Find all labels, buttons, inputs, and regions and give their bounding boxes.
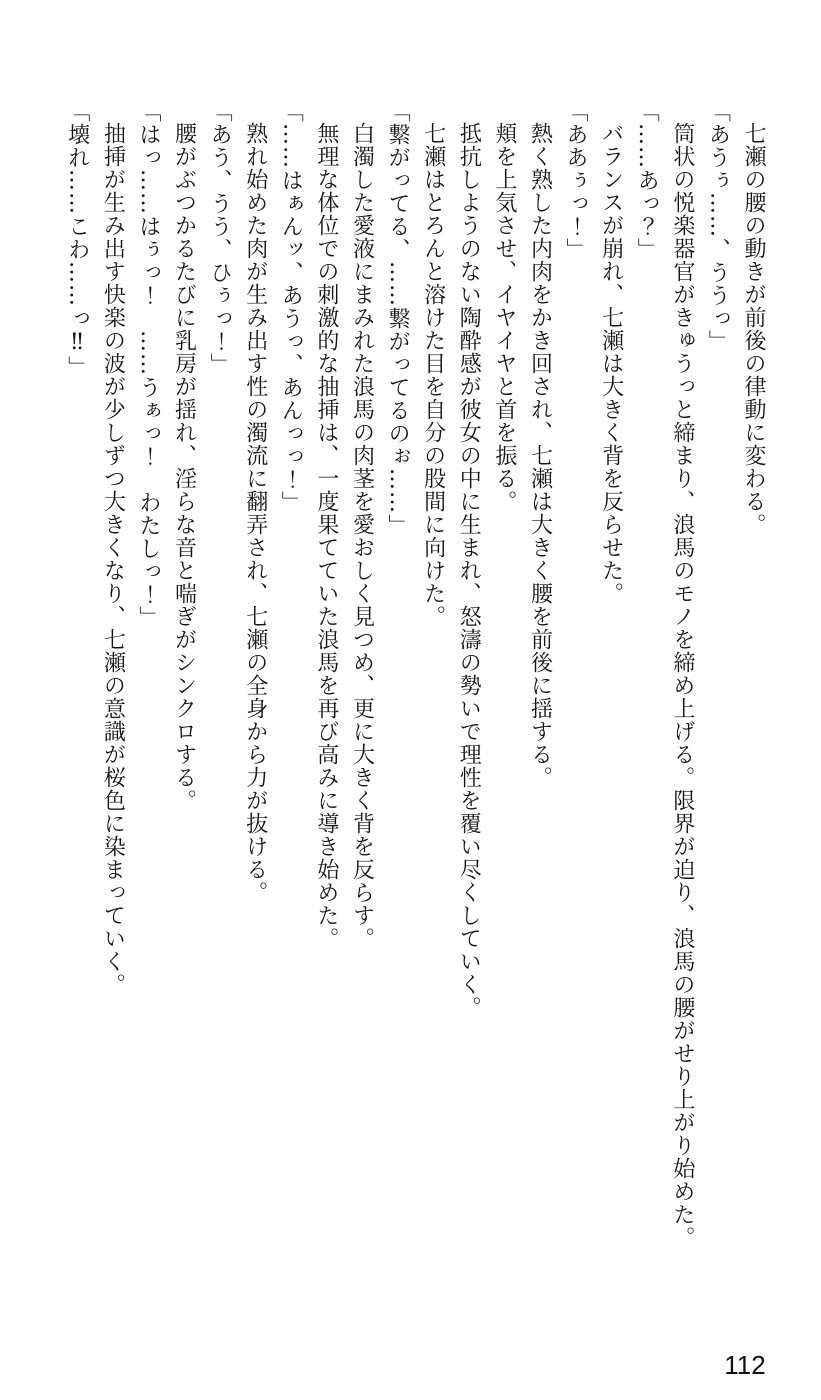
dialogue-paragraph: 「壊れ……こわ……っ‼」 bbox=[64, 100, 90, 379]
page-number: 112 bbox=[724, 1350, 766, 1380]
narration-paragraph: 抵抗しようのない陶酔感が彼女の中に生まれ、怒濤の勢いで理性を覆い尽くしていく。 bbox=[456, 122, 482, 1019]
dialogue-paragraph: 「繋がってる、……繋がってるのぉ……」 bbox=[385, 100, 411, 537]
narration-paragraph: 熱く熟した内肉をかき回され、七瀬は大きく腰を前後に揺する。 bbox=[527, 122, 553, 789]
narration-paragraph: 熟れ始めた肉が生み出す性の濁流に翻弄され、七瀬の全身から力が抜ける。 bbox=[242, 122, 268, 904]
narration-paragraph: 七瀬はとろんと溶けた目を自分の股間に向けた。 bbox=[420, 122, 446, 628]
dialogue-paragraph: 「ああぅっ！」 bbox=[563, 100, 589, 261]
dialogue-paragraph: 「……はぁんッ、あうっ、あんっっ！」 bbox=[278, 100, 304, 514]
narration-paragraph: 白濁した愛液にまみれた浪馬の肉茎を愛おしく見つめ、更に大きく背を反らす。 bbox=[349, 122, 375, 950]
narration-paragraph: 筒状の悦楽器官がきゅうっと締まり、浪馬のモノを締め上げる。限界が迫り、浪馬の腰がせり上がり始めた。 bbox=[669, 122, 695, 1249]
dialogue-paragraph: 「はっ……はぅっ！ ……うぁっ！ わたしっ！」 bbox=[135, 100, 161, 629]
vertical-text-area bbox=[59, 100, 771, 1250]
narration-paragraph: 腰がぶつかるたびに乳房が揺れ、淫らな音と喘ぎがシンクロする。 bbox=[171, 122, 197, 812]
dialogue-paragraph: 「あう、うう、ひぅっ！」 bbox=[207, 100, 233, 376]
narration-paragraph: 抽挿が生み出す快楽の波が少しずつ大きくなり、七瀬の意識が桜色に染まっていく。 bbox=[100, 122, 126, 996]
narration-paragraph: 七瀬の腰の動きが前後の律動に変わる。 bbox=[741, 122, 766, 536]
narration-paragraph: 無理な体位での刺激的な抽挿は、一度果てていた浪馬を再び高みに導き始めた。 bbox=[313, 122, 339, 950]
dialogue-paragraph: 「……あっ？」 bbox=[634, 100, 660, 261]
narration-paragraph: バランスが崩れ、七瀬は大きく背を反らせた。 bbox=[598, 122, 624, 605]
dialogue-paragraph: 「あうぅ……、ううっ」 bbox=[705, 100, 731, 353]
narration-paragraph: 頬を上気させ、イヤイヤと首を振る。 bbox=[491, 122, 517, 513]
